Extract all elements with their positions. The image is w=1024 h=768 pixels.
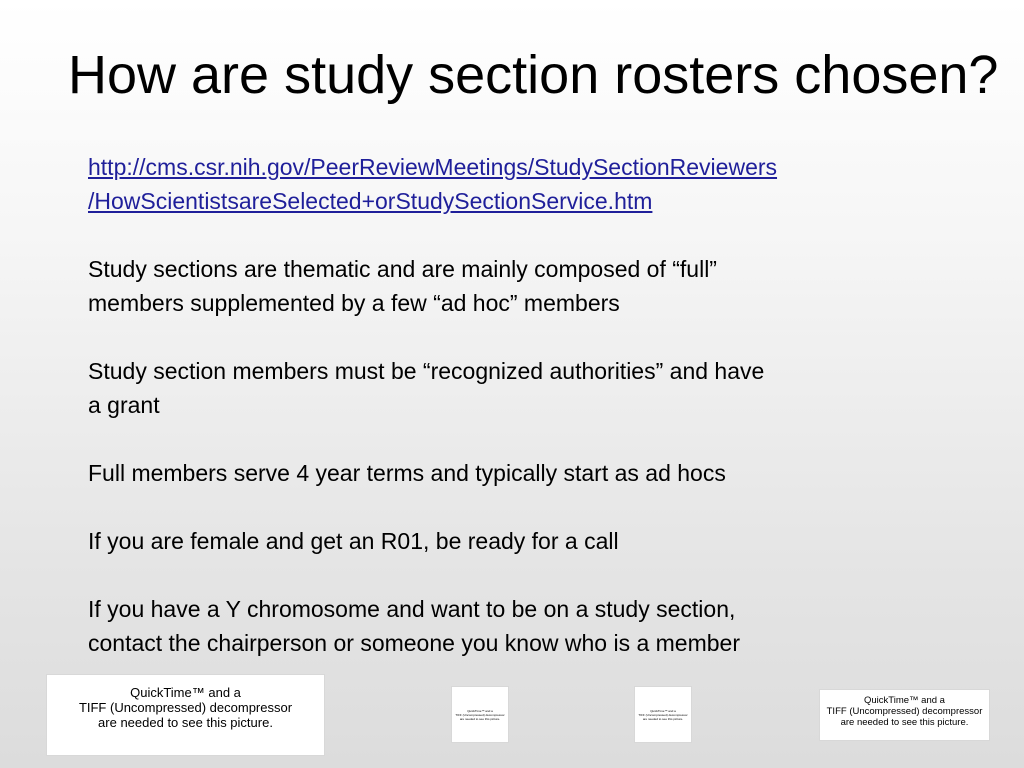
bullet-recognized-authorities: Study section members must be “recognized authorities” and have a grant <box>88 358 765 418</box>
quicktime-placeholder-1: QuickTime™ and a TIFF (Uncompressed) decompressor are needed to see this picture. <box>46 674 325 756</box>
slide-body <box>88 150 968 660</box>
slide-title: How are study section rosters chosen? <box>68 45 999 105</box>
quicktime-placeholder-2: QuickTime™ and a TIFF (Uncompressed) decompressor are needed to see this picture. <box>451 686 509 743</box>
quicktime-placeholder-4: QuickTime™ and a TIFF (Uncompressed) decompressor are needed to see this picture. <box>819 689 990 741</box>
quicktime-placeholder-3: QuickTime™ and a TIFF (Uncompressed) decompressor are needed to see this picture. <box>634 686 692 743</box>
bullet-term-length: Full members serve 4 year terms and typically start as ad hocs <box>88 460 726 486</box>
bullet-thematic-composition: Study sections are thematic and are mainly composed of “full” members supplemented by a few “ad hoc” members <box>88 256 717 316</box>
reference-link[interactable]: http://cms.csr.nih.gov/PeerReviewMeetings/StudySectionReviewers /HowScientistsareSelected+orStudySectionService.htm <box>88 154 778 214</box>
bullet-r01-call: If you are female and get an R01, be ready for a call <box>88 528 619 554</box>
bullet-contact-chair: If you have a Y chromosome and want to be on a study section, contact the chairperson or someone you know who is a member <box>88 596 740 656</box>
